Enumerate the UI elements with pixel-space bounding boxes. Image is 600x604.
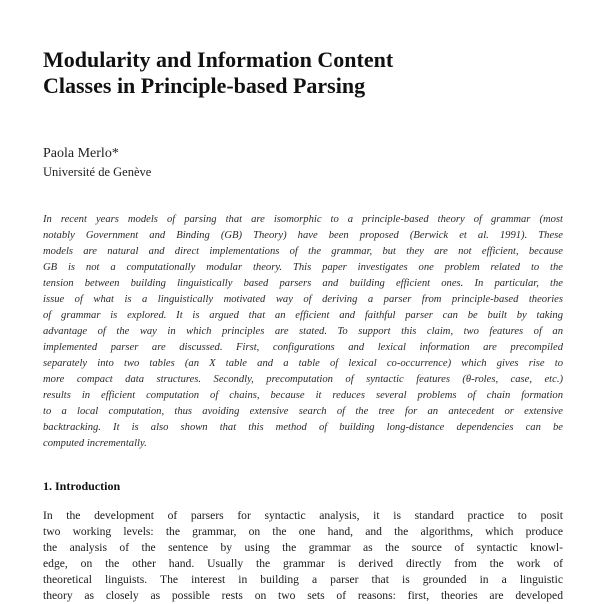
body-line: theory as closely as possible rests on two sets of reasons: first, theories are developed xyxy=(43,589,563,602)
body-line: In the development of parsers for syntactic analysis, it is standard practice to posit xyxy=(43,509,563,522)
abstract-line: results in efficient computation of chains, because it reduces several problems of chain formation xyxy=(43,390,563,401)
abstract-line: more compact data structures. Secondly, precomputation of syntactic features (θ-roles, case, etc.) xyxy=(43,374,563,385)
abstract-line: tension between building linguistically based parsers and building efficient ones. In particular, the xyxy=(43,278,563,289)
abstract xyxy=(43,212,563,452)
abstract-line: In recent years models of parsing that are isomorphic to a principle-based theory of grammar (most xyxy=(43,214,563,225)
author-affiliation: Université de Genève xyxy=(43,165,152,179)
section-heading: 1. Introduction xyxy=(43,479,121,493)
body-text xyxy=(43,508,563,604)
body-line: theoretical linguists. The interest in building a parser that is grounded in a linguistic xyxy=(43,573,563,586)
abstract-line: GB is not a computationally modular theory. This paper investigates one problem related to the xyxy=(43,262,563,273)
body-line: the analysis of the sentence by using the grammar as the source of syntactic knowl- xyxy=(43,541,563,554)
author-name: Paola Merlo* xyxy=(43,146,119,161)
abstract-line: issue of what is a linguistically motivated way of deriving a parser from principle-based theories xyxy=(43,294,563,305)
abstract-line: computed incrementally. xyxy=(43,438,147,449)
paper-title xyxy=(43,47,563,99)
body-line: edge, on the other hand. Usually the grammar is derived directly from the work of xyxy=(43,557,563,570)
body-line: two working levels: the grammar, on the one hand, and the algorithms, which produce xyxy=(43,525,563,538)
abstract-line: of grammar is explored. It is argued that an efficient and faithful parser can be built by taking xyxy=(43,310,563,321)
abstract-line: models are natural and direct implementations of the grammar, but they are not efficient, because xyxy=(43,246,563,257)
title-line: Modularity and Information Content xyxy=(43,47,394,72)
abstract-line: implemented parser are discussed. First, configurations and lexical information are precompiled xyxy=(43,342,563,353)
abstract-line: advantage of the way in which principles are stated. To support this claim, two features of an xyxy=(43,326,563,337)
title-line: Classes in Principle-based Parsing xyxy=(43,73,366,98)
abstract-line: separately into two tables (an X table and a table of lexical co-occurrence) which gives rise to xyxy=(43,358,563,369)
abstract-line: notably Government and Binding (GB) Theory) have been proposed (Berwick et al. 1991). These xyxy=(43,230,563,241)
abstract-line: to a local computation, thus avoiding extensive search of the tree for an antecedent or extensive xyxy=(43,406,563,417)
abstract-line: backtracking. It is also shown that this method of building long-distance dependencies can be xyxy=(43,422,563,433)
